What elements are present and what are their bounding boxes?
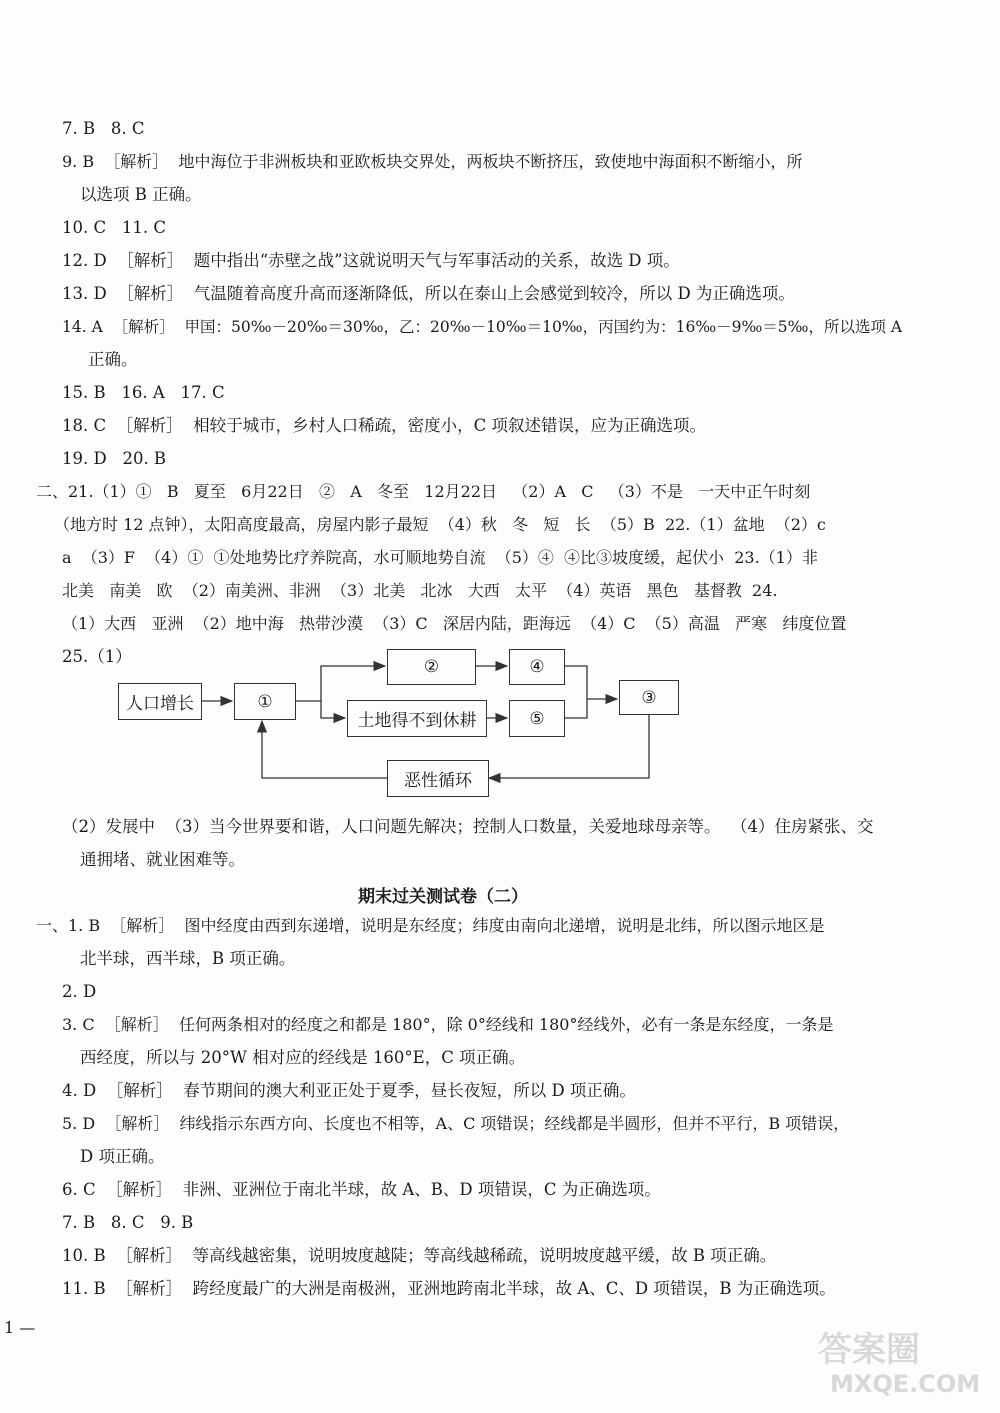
section-title: 期末过关测试卷（二）	[358, 887, 528, 907]
answer-line: 4. D ［解析］ 春节期间的澳大利亚正处于夏季，昼长夜短，所以 D 项正确。	[62, 1081, 636, 1100]
page-number: 1 —	[4, 1318, 36, 1337]
answer-line: 11. B ［解析］ 跨经度最广的大洲是南极洲，亚洲地跨南北半球，故 A、C、D 项错误，B 为正确选项。	[62, 1279, 836, 1298]
answer-line: （2）发展中 （3）当今世界要和谐，人口问题先解决；控制人口数量，关爱地球母亲等。 （4）住房紧张、交	[62, 817, 874, 836]
answer-line: 10. B ［解析］ 等高线越密集，说明坡度越陡；等高线越稀疏，说明坡度越平缓，故 B 项正确。	[62, 1246, 777, 1265]
answer-line: （1）大西 亚洲 （2）地中海 热带沙漠 （3）C 深居内陆，距海远 （4）C （5）高温 严寒 纬度位置	[62, 614, 847, 633]
answer-line: 14. A ［解析］ 甲国：50‰－20‰＝30‰，乙：20‰－10‰＝10‰，丙国约为：16‰－9‰＝5‰，所以选项 A	[62, 318, 903, 336]
answer-line: a （3）F （4）① ①处地势比疗养院高，水可顺地势自流 （5）④ ④比③坡度缓，起伏小 23.（1）非	[62, 548, 818, 567]
diagram-box-2: ②	[387, 649, 476, 685]
answer-line: 西经度，所以与 20°W 相对应的经线是 160°E，C 项正确。	[80, 1048, 526, 1067]
diagram-box-4: ④	[509, 649, 565, 685]
answer-line: 通拥堵、就业困难等。	[80, 850, 245, 869]
answer-line: 正确。	[88, 350, 138, 369]
answer-line: 10. C 11. C	[62, 218, 166, 237]
diagram-box-5: ⑤	[509, 700, 565, 737]
diagram-box-population-growth: 人口增长	[118, 683, 202, 720]
answer-line: 9. B ［解析］ 地中海位于非洲板块和亚欧板块交界处，两板块不断挤压，致使地中海面积不断缩小，所	[62, 152, 803, 171]
answer-line: 25.（1）	[62, 647, 132, 666]
answer-line: 3. C ［解析］ 任何两条相对的经度之和都是 180°，除 0°经线和 180°经线外，必有一条是东经度，一条是	[62, 1015, 834, 1034]
answer-line: 北半球，西半球，B 项正确。	[80, 949, 296, 968]
answer-line: 13. D ［解析］ 气温随着高度升高而逐渐降低，所以在泰山上会感觉到较冷，所以 D 为正确选项。	[62, 284, 795, 303]
diagram-box-3: ③	[619, 680, 679, 715]
answer-line: 6. C ［解析］ 非洲、亚洲位于南北半球，故 A、B、D 项错误，C 为正确选项。	[62, 1180, 661, 1199]
answer-line: 12. D ［解析］ 题中指出“赤壁之战”这就说明天气与军事活动的关系，故选 D 项。	[62, 251, 680, 270]
watermark-logo: 答案圈	[818, 1330, 920, 1370]
answer-line: 7. B 8. C	[62, 119, 145, 138]
diagram-box-land-not-fallow: 土地得不到休耕	[347, 700, 487, 737]
watermark-url: MXQE.COM	[830, 1370, 981, 1398]
answer-line: 北美 南美 欧 （2）南美洲、非洲 （3）北美 北冰 大西 太平 （4）英语 黑色 基督教 24.	[62, 581, 778, 600]
answer-line: 5. D ［解析］ 纬线指示东西方向、长度也不相等，A、C 项错误；经线都是半圆形，但并不平行，B 项错误，	[62, 1114, 850, 1133]
answer-line: 以选项 B 正确。	[80, 185, 202, 204]
answer-line: 2. D	[62, 982, 97, 1001]
answer-line: 二、21.（1）① B 夏至 6月22日 ② A 冬至 12月22日 （2）A C （3）不是 一天中正午时刻	[36, 482, 811, 501]
diagram-box-vicious-cycle: 恶性循环	[387, 760, 489, 797]
answer-line: 15. B 16. A 17. C	[62, 383, 225, 402]
answer-line: 一、1. B ［解析］ 图中经度由西到东递增，说明是东经度；纬度由南向北递增，说明是北纬，所以图示地区是	[36, 916, 825, 935]
answer-line: 18. C ［解析］ 相较于城市，乡村人口稀疏，密度小，C 项叙述错误，应为正确选项。	[62, 416, 706, 435]
answer-line: 19. D 20. B	[62, 449, 167, 468]
answer-line: D 项正确。	[80, 1147, 165, 1166]
diagram-box-1: ①	[234, 683, 296, 720]
answer-line: 7. B 8. C 9. B	[62, 1213, 194, 1232]
answer-line: （地方时 12 点钟），太阳高度最高，房屋内影子最短 （4）秋 冬 短 长 （5）B 22.（1）盆地 （2）c	[54, 515, 826, 534]
